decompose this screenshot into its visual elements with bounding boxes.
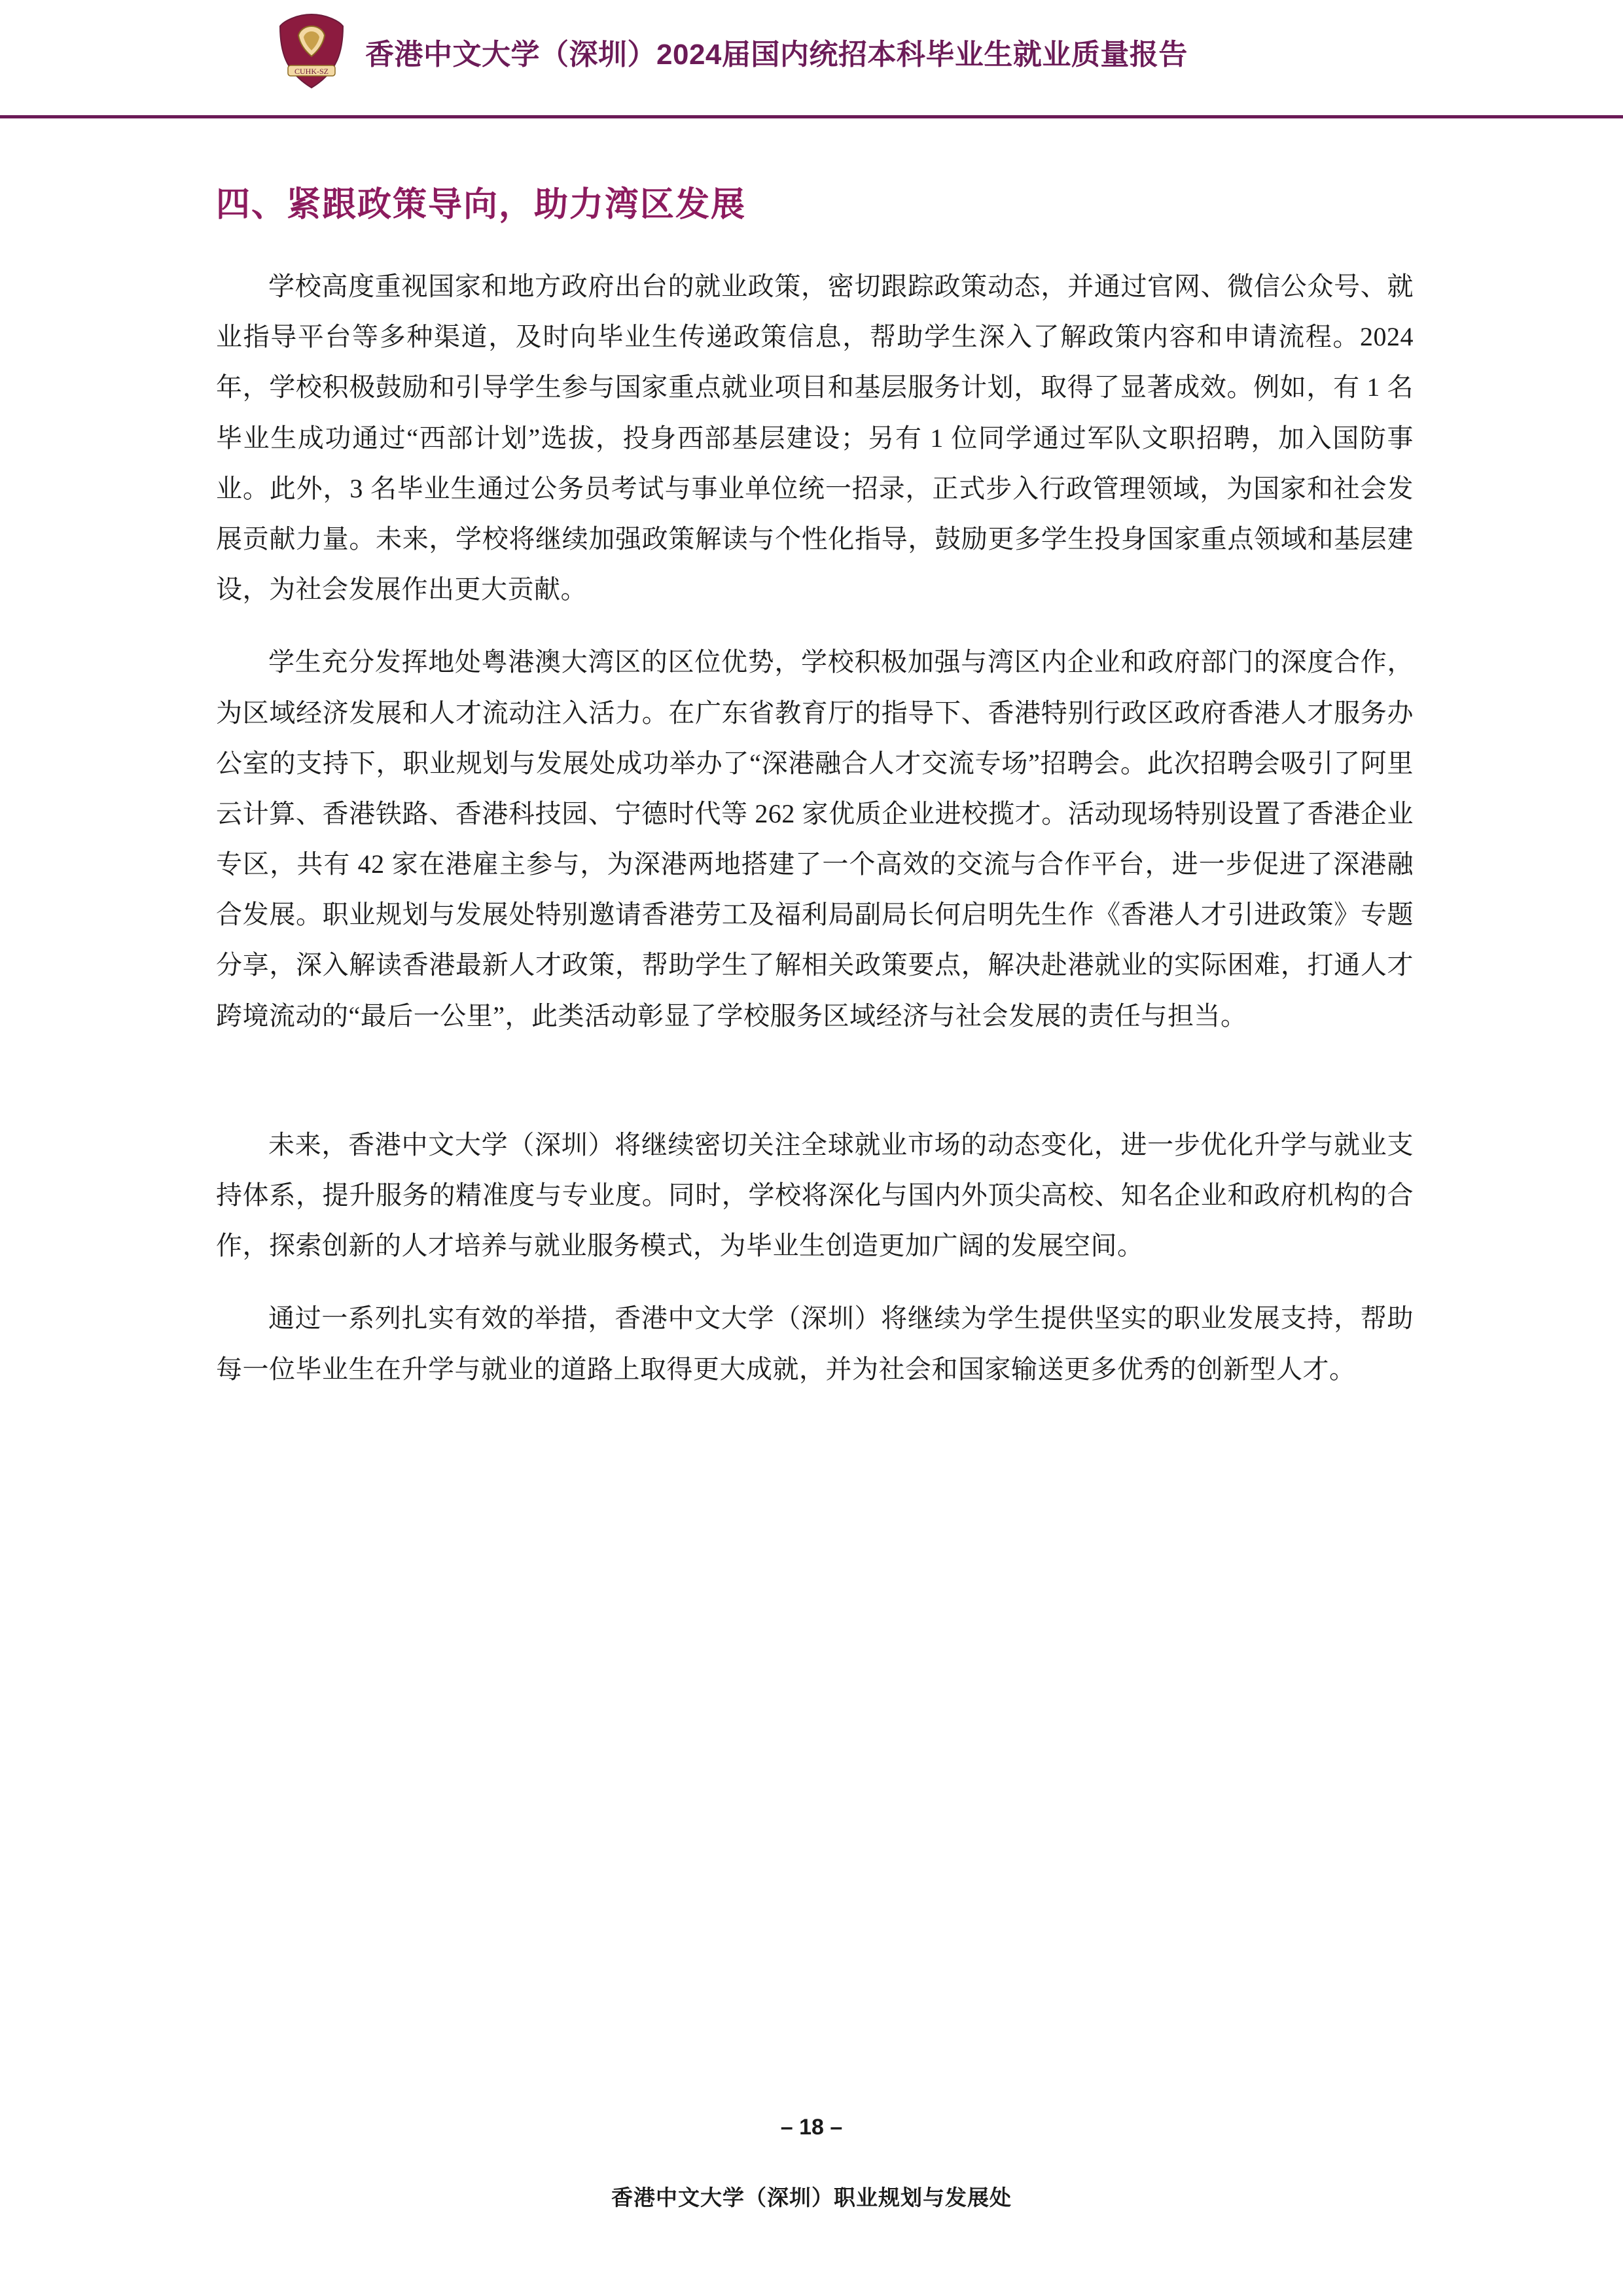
- header-title: 香港中文大学（深圳）2024届国内统招本科毕业生就业质量报告: [365, 39, 1188, 71]
- page-footer: [0, 2115, 1623, 2212]
- paragraph-1: 学校高度重视国家和地方政府出台的就业政策，密切跟踪政策动态，并通过官网、微信公众号、就业指导平台等多种渠道，及时向毕业生传递政策信息，帮助学生深入了解政策内容和申请流程。2024 年，学校积极鼓励和引导学生参与国家重点就业项目和基层服务计划，取得了显著成效。例如，有 1 名毕业生成功通过“西部计划”选拔，投身西部基层建设；另有 1 位同学通过军队文职招聘，加入国防事业。此外，3 名毕业生通过公务员考试与事业单位统一招录，正式步入行政管理领域，为国家和社会发展贡献力量。未来，学校将继续加强政策解读与个性化指导，鼓励更多学生投身国家重点领域和基层建设，为社会发展作出更大贡献。: [216, 272, 1414, 605]
- university-crest-icon: [275, 12, 348, 92]
- header-divider: [0, 115, 1623, 118]
- section-title: 四、紧跟政策导向，助力湾区发展: [216, 186, 747, 224]
- page-header: [0, 0, 1623, 126]
- footer-organization: 香港中文大学（深圳）职业规划与发展处: [611, 2185, 1012, 2210]
- paragraph-4: 通过一系列扎实有效的举措，香港中文大学（深圳）将继续为学生提供坚实的职业发展支持，帮助每一位毕业生在升学与就业的道路上取得更大成就，并为社会和国家输送更多优秀的创新型人才。: [216, 1303, 1414, 1384]
- paragraph-2: 学生充分发挥地处粤港澳大湾区的区位优势，学校积极加强与湾区内企业和政府部门的深度合作，为区域经济发展和人才流动注入活力。在广东省教育厅的指导下、香港特别行政区政府香港人才服务办公室的支持下，职业规划与发展处成功举办了“深港融合人才交流专场”招聘会。此次招聘会吸引了阿里云计算、香港铁路、香港科技园、宁德时代等 262 家优质企业进校揽才。活动现场特别设置了香港企业专区，共有 42 家在港雇主参与，为深港两地搭建了一个高效的交流与合作平台，进一步促进了深港融合发展。职业规划与发展处特别邀请香港劳工及福利局副局长何启明先生作《香港人才引进政策》专题分享，深入解读香港最新人才政策，帮助学生了解相关政策要点，解决赴港就业的实际困难，打通人才跨境流动的“最后一公里”，此类活动彰显了学校服务区域经济与社会发展的责任与担当。: [216, 647, 1414, 1031]
- svg-text:CUHK-SZ: CUHK-SZ: [294, 67, 329, 76]
- page-number: – 18 –: [780, 2115, 843, 2140]
- header-inner: [275, 12, 1188, 92]
- paragraph-3: 未来，香港中文大学（深圳）将继续密切关注全球就业市场的动态变化，进一步优化升学与就业支持体系，提升服务的精准度与专业度。同时，学校将深化与国内外顶尖高校、知名企业和政府机构的合作，探索创新的人才培养与就业服务模式，为毕业生创造更加广阔的发展空间。: [216, 1129, 1414, 1261]
- page-content: [216, 177, 1414, 1400]
